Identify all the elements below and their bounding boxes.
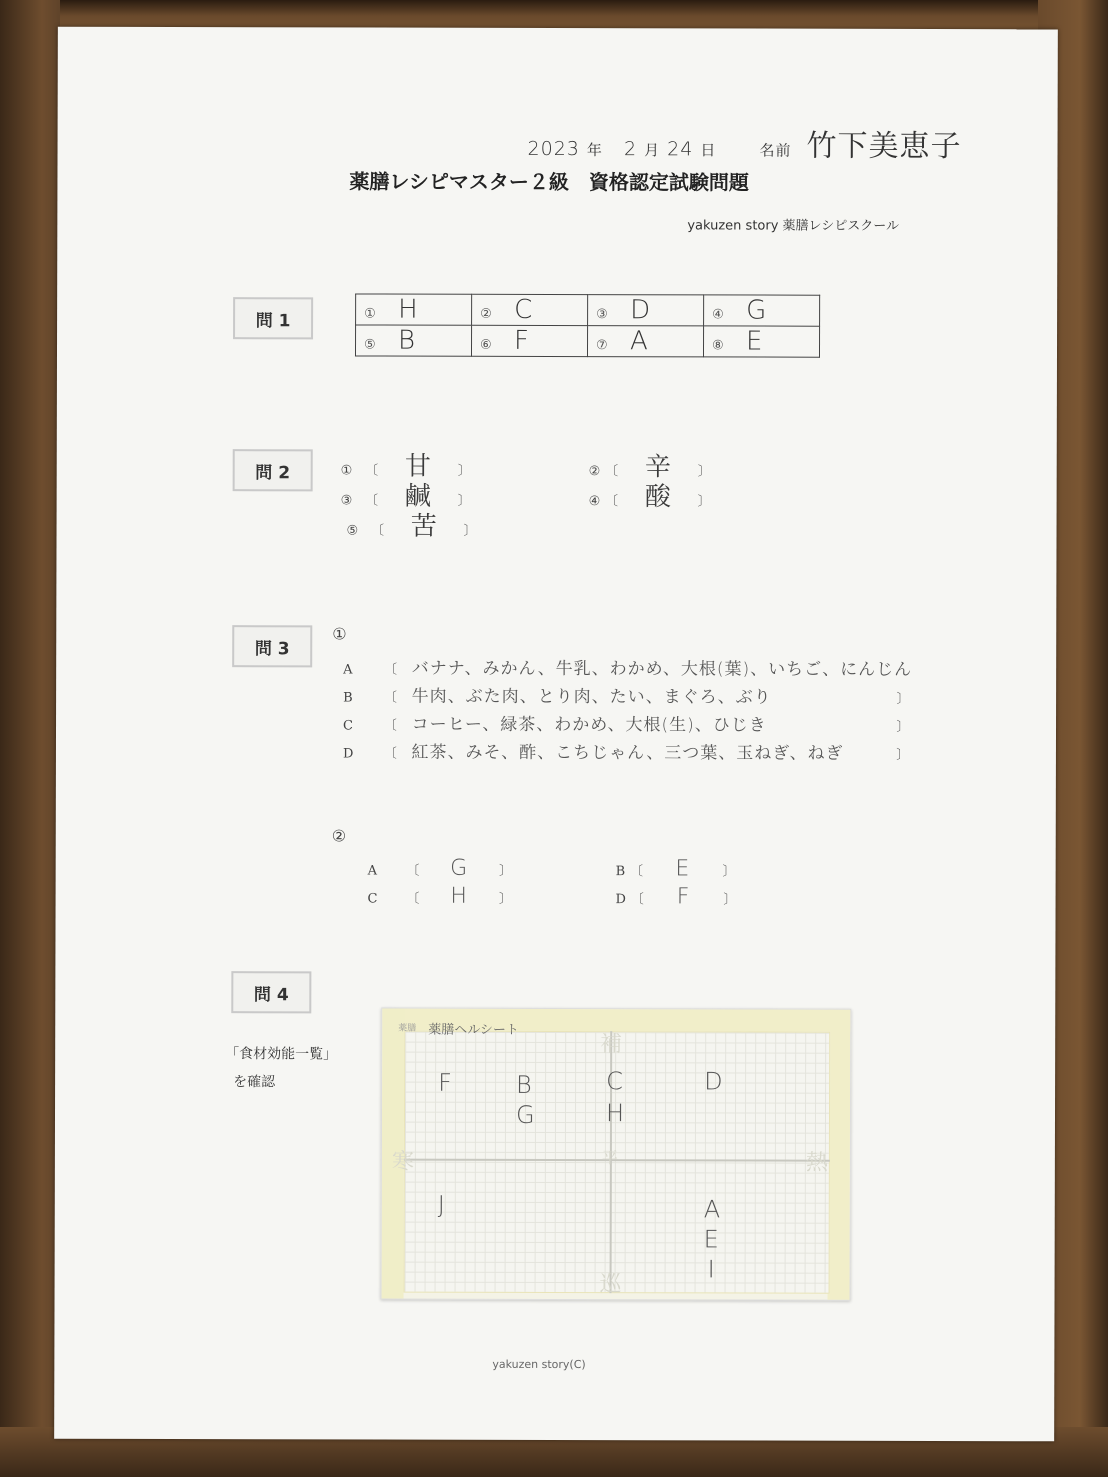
date-month-kanji: 月 <box>644 141 661 160</box>
q3-row-answer: 紅茶、みそ、酢、こちじゃん、三つ葉、玉ねぎ、ねぎ <box>411 742 844 764</box>
bracket-close: 〕 <box>723 892 737 908</box>
q3-row-answer: バナナ、みかん、牛乳、わかめ、大根(葉)、いちご、にんじん <box>411 658 913 680</box>
q3-row-answer: コーヒー、緑茶、わかめ、大根(生)、ひじき <box>411 714 767 736</box>
q3-part1-num: ① <box>332 624 347 644</box>
bracket-close: 〕 <box>463 523 477 539</box>
date-and-name <box>527 120 961 165</box>
q2-item-answer: 甘 <box>404 451 431 482</box>
q3-part1-row <box>343 681 909 707</box>
q3-part2-answer: H <box>450 883 468 909</box>
q2-item-num: ② <box>588 464 601 480</box>
q1-cell-num: ⑦ <box>595 338 608 354</box>
q1-cell-answer: G <box>746 295 767 326</box>
footer-copyright: yakuzen story(C) <box>492 1357 586 1372</box>
q3-part1-row <box>343 709 909 735</box>
sheet-tag: 薬膳 <box>398 1023 417 1034</box>
bracket-open: 〔 <box>370 523 385 539</box>
axis-label-right: 熱 <box>805 1150 828 1176</box>
bracket-open: 〔 <box>605 494 619 510</box>
bracket-close: 〕 <box>457 493 471 509</box>
date-year-kanji: 年 <box>586 141 603 160</box>
q3-row-key: A <box>343 662 353 678</box>
q1-cell-answer: D <box>630 295 651 326</box>
q3-part2-key: A <box>367 863 378 879</box>
name-label: 名前 <box>759 141 792 160</box>
bracket-close: 〕 <box>457 463 471 479</box>
q2-item-answer: 辛 <box>644 452 671 483</box>
q4-note-line2: を確認 <box>233 1074 276 1091</box>
date-day-kanji: 日 <box>700 141 717 160</box>
q1-cell-num: ② <box>480 306 492 322</box>
sheet-letter: H <box>605 1099 625 1128</box>
q3-part2-answer: F <box>676 884 691 910</box>
q2-item-num: ③ <box>340 493 353 509</box>
bracket-open: 〔 <box>383 690 397 706</box>
q4-note <box>225 1040 337 1096</box>
bracket-close: 〕 <box>722 864 736 880</box>
q3-part1-row <box>343 737 909 763</box>
q1-cell <box>588 295 704 326</box>
sheet-letter: B <box>516 1070 532 1099</box>
sheet-letter: G <box>515 1100 535 1129</box>
question-2-label: 問 2 <box>233 449 313 491</box>
bracket-close: 〕 <box>896 691 910 707</box>
q3-part2-answer: G <box>450 855 469 881</box>
sheet-letter: F <box>438 1068 452 1097</box>
sheet-letter: I <box>707 1255 715 1284</box>
yakuzen-health-sheet <box>381 1008 852 1301</box>
q2-item <box>589 476 711 513</box>
sheet-letter: D <box>704 1067 723 1096</box>
q1-cell-answer: F <box>513 325 530 356</box>
q1-cell-answer: H <box>398 294 418 325</box>
question-4-label: 問 4 <box>231 971 311 1013</box>
exam-sheet <box>54 27 1058 1442</box>
bracket-open: 〔 <box>629 864 644 880</box>
q4-note-line1: 「食材効能一覧」 <box>225 1046 338 1063</box>
sheet-letter: C <box>606 1067 623 1096</box>
axis-label-left: 寒 <box>391 1149 414 1175</box>
q2-item-answer: 酸 <box>644 482 671 513</box>
bracket-close: 〕 <box>697 464 711 480</box>
q2-item <box>347 505 477 542</box>
q2-item-answer: 苦 <box>410 511 437 542</box>
question-1-answer-table <box>355 293 820 357</box>
question-1-label: 問 1 <box>233 297 313 339</box>
bracket-open: 〔 <box>383 746 397 762</box>
q1-cell <box>472 294 588 325</box>
question-3-label: 問 3 <box>232 625 312 667</box>
bracket-open: 〔 <box>406 863 420 879</box>
axis-label-top: 補 <box>600 1032 623 1058</box>
axis-label-bottom: 巡 <box>599 1272 622 1298</box>
q3-row-key: C <box>343 718 353 734</box>
q3-part2-num: ② <box>331 826 347 846</box>
q2-item-num: ④ <box>588 494 601 510</box>
q3-part1-row <box>343 653 912 679</box>
q3-part2-key: C <box>367 891 378 907</box>
exam-title: 薬膳レシピマスター２級 資格認定試験問題 <box>349 169 749 195</box>
q1-cell-num: ⑧ <box>711 338 724 354</box>
q1-cell-num: ④ <box>712 307 724 323</box>
q3-row-key: B <box>343 690 353 706</box>
bracket-open: 〔 <box>365 463 379 479</box>
q1-cell <box>704 295 820 326</box>
sheet-letter: J <box>437 1190 445 1219</box>
q3-part2-key: B <box>615 864 626 880</box>
date-day: 24 <box>667 138 694 161</box>
sheet-title: 薬膳ヘルシート <box>428 1022 519 1038</box>
q3-part2-row <box>616 884 737 909</box>
bracket-close: 〕 <box>896 747 910 763</box>
date-month: 2 <box>623 138 638 161</box>
q1-cell-num: ⑥ <box>479 337 492 353</box>
q3-part2-key: D <box>615 892 627 908</box>
q2-item-num: ⑤ <box>346 523 359 539</box>
q1-cell-num: ⑤ <box>363 337 376 353</box>
q1-cell <box>355 325 471 356</box>
q1-cell-num: ③ <box>596 307 608 323</box>
bracket-close: 〕 <box>896 719 910 735</box>
wood-background-left <box>0 0 60 1477</box>
bracket-close: 〕 <box>498 891 512 907</box>
q1-cell-answer: C <box>514 294 533 325</box>
date-year: 2023 <box>527 137 580 161</box>
q3-part2-row <box>368 856 512 881</box>
sheet-band-right <box>828 1010 851 1301</box>
bracket-open: 〔 <box>630 892 644 908</box>
q1-cell <box>587 326 703 357</box>
school-name: yakuzen story 薬膳レシピスクール <box>687 218 899 234</box>
sheet-letter: A <box>703 1195 721 1224</box>
bracket-open: 〔 <box>406 891 420 907</box>
q3-part2-answer: E <box>675 856 691 882</box>
q3-row-answer: 牛肉、ぶた肉、とり肉、たい、まぐろ、ぶり <box>411 686 772 708</box>
bracket-open: 〔 <box>383 662 397 678</box>
bracket-open: 〔 <box>365 493 379 509</box>
sheet-letter: E <box>703 1225 719 1254</box>
axis-label-center: 平 <box>601 1148 618 1168</box>
q1-cell <box>703 326 819 357</box>
q1-cell-answer: A <box>629 326 648 357</box>
q1-cell-answer: B <box>397 325 416 356</box>
bracket-close: 〕 <box>697 494 711 510</box>
q1-cell <box>356 294 472 325</box>
q1-cell <box>471 325 587 356</box>
bracket-open: 〔 <box>605 464 619 480</box>
q3-part2-row <box>616 856 736 881</box>
q3-part2-row <box>368 884 512 909</box>
q1-cell-num: ① <box>364 306 376 322</box>
q2-item-answer: 鹹 <box>404 481 431 512</box>
bracket-close: 〕 <box>498 863 513 879</box>
name-value: 竹下美恵子 <box>806 128 962 165</box>
q2-item-num: ① <box>340 463 353 479</box>
bracket-open: 〔 <box>383 718 397 734</box>
q1-cell-answer: E <box>745 326 763 357</box>
q3-row-key: D <box>342 746 354 762</box>
